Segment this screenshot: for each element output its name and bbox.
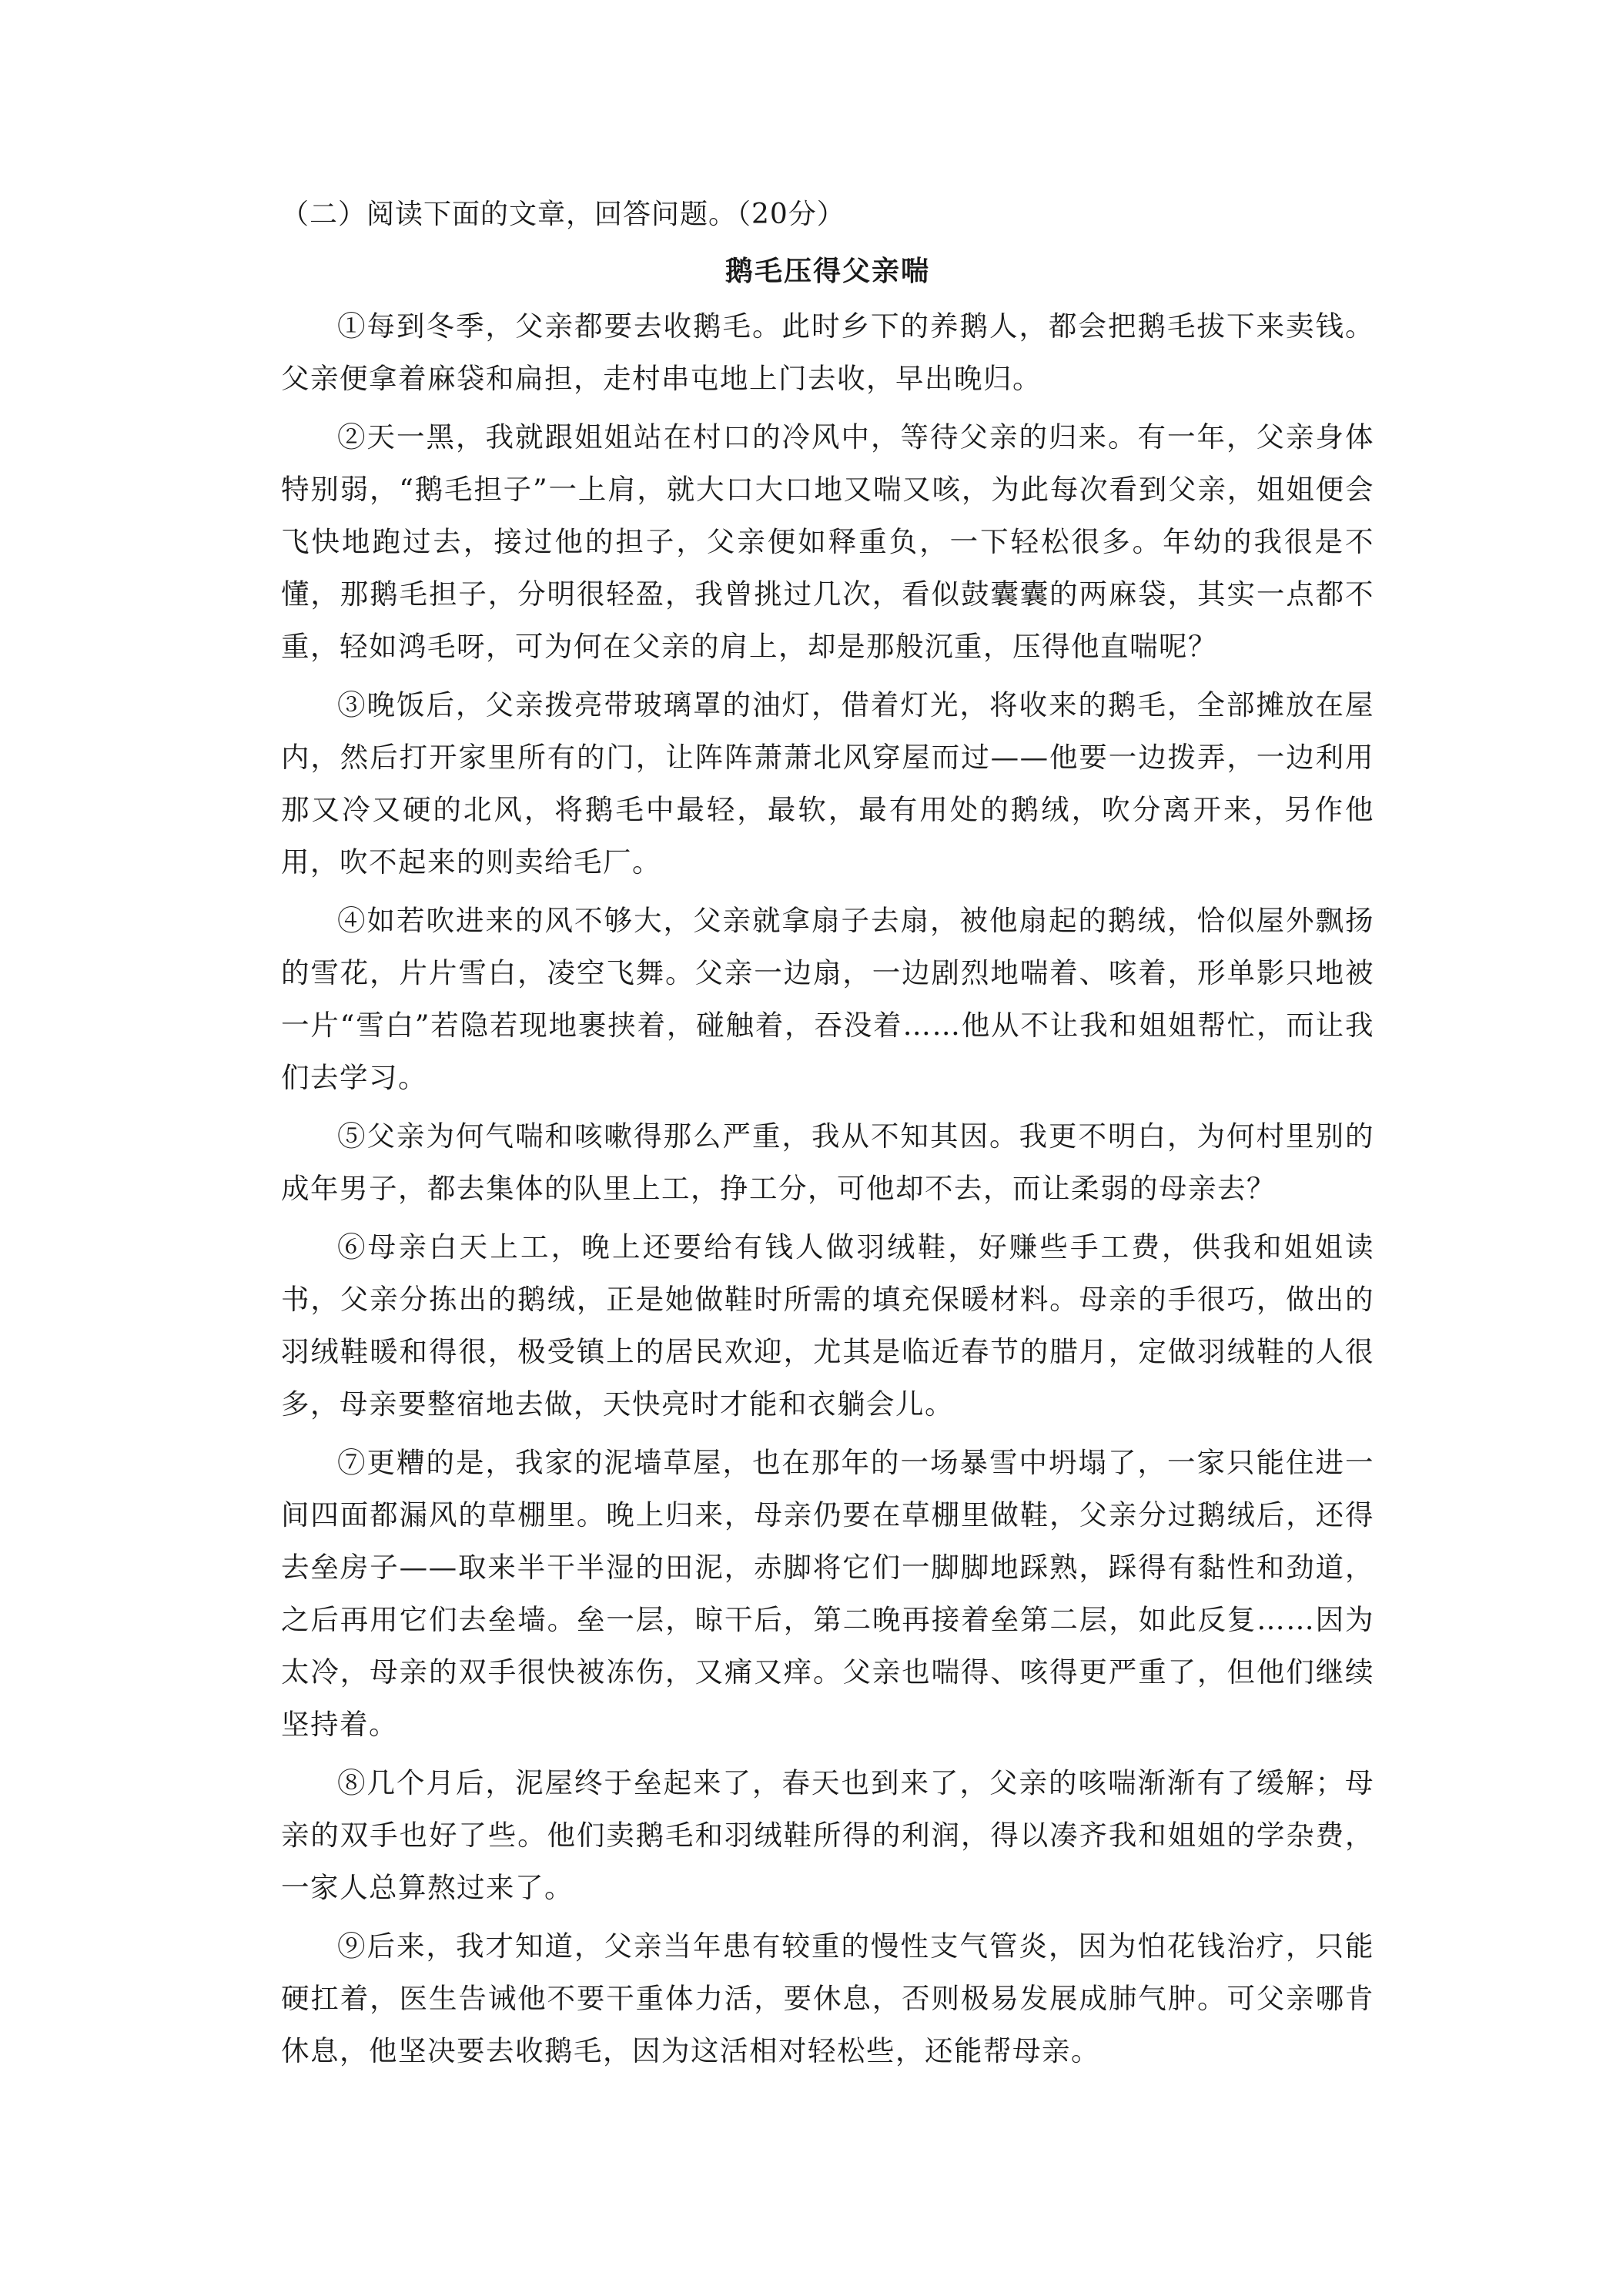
- paragraph-4: ④如若吹进来的风不够大，父亲就拿扇子去扇，被他扇起的鹅绒，恰似屋外飘扬的雪花，片片雪白，凌空飞舞。父亲一边扇，一边剧烈地喘着、咳着，形单影只地被一片“雪白”若隐若现地裹挟着，碰触着，吞没着……他从不让我和姐姐帮忙，而让我们去学习。: [281, 904, 1374, 1094]
- paragraph-3: ③晚饭后，父亲拨亮带玻璃罩的油灯，借着灯光，将收来的鹅毛，全部摊放在屋内，然后打开家里所有的门，让阵阵萧萧北风穿屋而过——他要一边拨弄，一边利用那又冷又硬的北风，将鹅毛中最轻，最软，最有用处的鹅绒，吹分离开来，另作他用，吹不起来的则卖给毛厂。: [281, 688, 1374, 879]
- paragraph-2: ②天一黑，我就跟姐姐站在村口的冷风中，等待父亲的归来。有一年，父亲身体特别弱，“鹅毛担子”一上肩，就大口大口地又喘又咳，为此每次看到父亲，姐姐便会飞快地跑过去，接过他的担子，父亲便如释重负，一下轻松很多。年幼的我很是不懂，那鹅毛担子，分明很轻盈，我曾挑过几次，看似鼓囊囊的两麻袋，其实一点都不重，轻如鸿毛呀，可为何在父亲的肩上，却是那般沉重，压得他直喘呢？: [281, 420, 1374, 663]
- paragraph-8: ⑧几个月后，泥屋终于垒起来了，春天也到来了，父亲的咳喘渐渐有了缓解；母亲的双手也好了些。他们卖鹅毛和羽绒鞋所得的利润，得以凑齐我和姐姐的学杂费，一家人总算熬过来了。: [281, 1766, 1374, 1904]
- article-title: 鹅毛压得父亲喘: [724, 256, 930, 287]
- paragraph-7: ⑦更糟的是，我家的泥墙草屋，也在那年的一场暴雪中坍塌了，一家只能住进一间四面都漏风的草棚里。晚上归来，母亲仍要在草棚里做鞋，父亲分过鹅绒后，还得去垒房子——取来半干半湿的田泥，赤脚将它们一脚脚地踩熟，踩得有黏性和劲道，之后再用它们去垒墙。垒一层，晾干后，第二晚再接着垒第二层，如此反复……因为太冷，母亲的双手很快被冻伤，又痛又痒。父亲也喘得、咳得更严重了，但他们继续坚持着。: [281, 1446, 1374, 1741]
- paragraph-9: ⑨后来，我才知道，父亲当年患有较重的慢性支气管炎，因为怕花钱治疗，只能硬扛着，医生告诫他不要干重体力活，要休息，否则极易发展成肺气肿。可父亲哪肯休息，他坚决要去收鹅毛，因为这活相对轻松些，还能帮母亲。: [281, 1930, 1374, 2067]
- document-page: [281, 192, 1374, 2083]
- paragraph-5: ⑤父亲为何气喘和咳嗽得那么严重，我从不知其因。我更不明白，为何村里别的成年男子，都去集体的队里上工，挣工分，可他却不去，而让柔弱的母亲去？: [281, 1120, 1374, 1205]
- paragraph-6: ⑥母亲白天上工，晚上还要给有钱人做羽绒鞋，好赚些手工费，供我和姐姐读书，父亲分拣出的鹅绒，正是她做鞋时所需的填充保暖材料。母亲的手很巧，做出的羽绒鞋暖和得很，极受镇上的居民欢迎，尤其是临近春节的腊月，定做羽绒鞋的人很多，母亲要整宿地去做，天快亮时才能和衣躺会儿。: [281, 1230, 1374, 1421]
- paragraph-1: ①每到冬季，父亲都要去收鹅毛。此时乡下的养鹅人，都会把鹅毛拔下来卖钱。父亲便拿着麻袋和扁担，走村串屯地上门去收，早出晚归。: [281, 310, 1374, 395]
- section-heading: （二）阅读下面的文章，回答问题。（20分）: [281, 199, 845, 230]
